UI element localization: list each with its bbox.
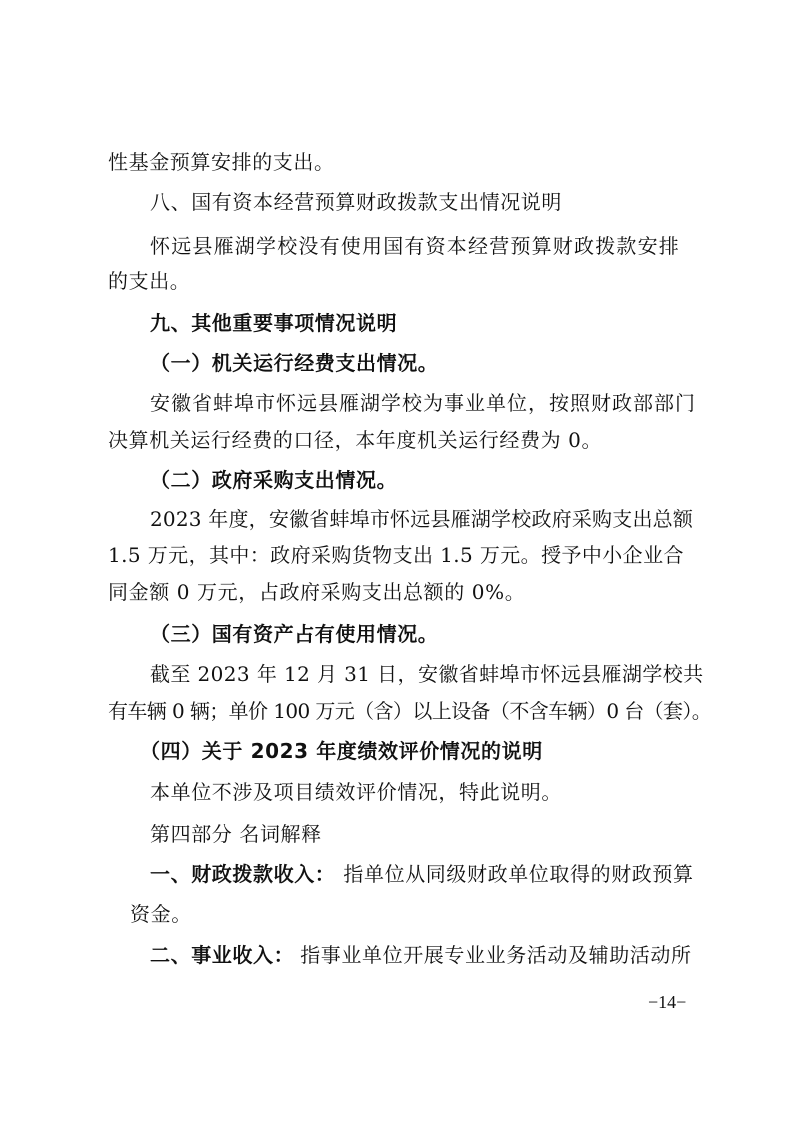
term-label: 一、财政拨款收入： — [150, 862, 336, 886]
subsection-heading: （一）机关运行经费支出情况。 — [150, 351, 439, 375]
term-text: 指单位从同级财政单位取得的财政预算 — [343, 862, 694, 886]
paragraph-line: 2023 年度，安徽省蚌埠市怀远县雁湖学校政府采购支出总额 — [150, 507, 694, 531]
subsection-heading: （四）关于 2023 年度绩效评价情况的说明 — [140, 739, 543, 763]
term-definition — [150, 860, 694, 888]
paragraph-line: 资金。 — [130, 902, 192, 926]
paragraph-line: 截至 2023 年 12 月 31 日，安徽省蚌埠市怀远县雁湖学校共 — [150, 662, 704, 686]
section-heading: 九、其他重要事项情况说明 — [150, 311, 398, 335]
term-label: 二、事业收入： — [150, 943, 295, 967]
subsection-heading: （二）政府采购支出情况。 — [150, 468, 398, 492]
paragraph-line: 有车辆 0 辆；单价 100 万元（含）以上设备（不含车辆）0 台（套）。 — [108, 699, 712, 723]
paragraph-line: 怀远县雁湖学校没有使用国有资本经营预算财政拨款安排 — [150, 234, 680, 258]
subsection-heading: （三）国有资产占有使用情况。 — [150, 622, 439, 646]
paragraph-line: 性基金预算安排的支出。 — [108, 150, 335, 174]
paragraph-line: 安徽省蚌埠市怀远县雁湖学校为事业单位，按照财政部部门 — [150, 391, 696, 415]
paragraph-line: 本单位不涉及项目绩效评价情况，特此说明。 — [150, 780, 562, 804]
term-definition — [150, 941, 692, 969]
paragraph-line: 1.5 万元，其中：政府采购货物支出 1.5 万元。授予中小企业合 — [108, 543, 684, 567]
term-text: 指事业单位开展专业业务活动及辅助活动所 — [300, 943, 692, 967]
section-heading: 八、国有资本经营预算财政拨款支出情况说明 — [150, 190, 562, 214]
page-number: −14− — [648, 992, 687, 1012]
paragraph-line: 的支出。 — [108, 269, 191, 293]
paragraph-line: 决算机关运行经费的口径，本年度机关运行经费为 0。 — [108, 428, 603, 452]
part-heading: 第四部分 名词解释 — [150, 822, 322, 846]
paragraph-line: 同金额 0 万元，占政府采购支出总额的 0%。 — [108, 580, 526, 604]
